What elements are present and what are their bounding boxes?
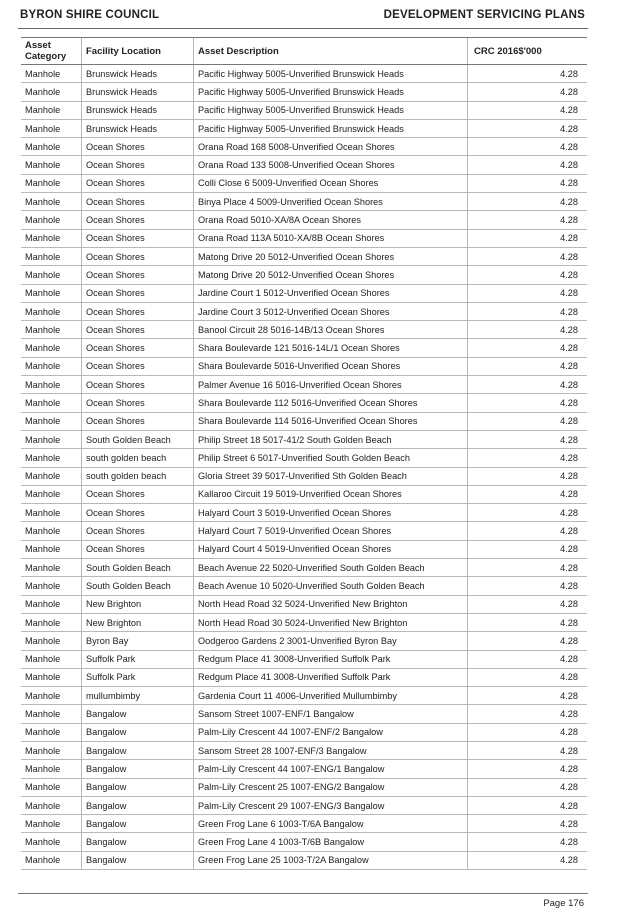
cell-crc: 4.28 [468, 321, 588, 339]
column-header-crc: CRC 2016$'000 [468, 38, 588, 65]
cell-asset-category: Manhole [21, 833, 82, 851]
cell-asset-description: Beach Avenue 22 5020-Unverified South Golden Beach [194, 559, 468, 577]
cell-facility-location: New Brighton [82, 595, 194, 613]
cell-asset-description: Gardenia Court 11 4006-Unverified Mullumbimby [194, 687, 468, 705]
table-row [21, 229, 587, 247]
cell-facility-location: Ocean Shores [82, 174, 194, 192]
table-row [21, 613, 587, 631]
cell-facility-location: Bangalow [82, 778, 194, 796]
cell-asset-category: Manhole [21, 412, 82, 430]
cell-crc: 4.28 [468, 559, 588, 577]
cell-asset-category: Manhole [21, 760, 82, 778]
cell-facility-location: Ocean Shores [82, 339, 194, 357]
table-row [21, 119, 587, 137]
table-row [21, 394, 587, 412]
cell-asset-description: Halyard Court 7 5019-Unverified Ocean Shores [194, 522, 468, 540]
cell-asset-description: Shara Boulevarde 114 5016-Unverified Ocean Shores [194, 412, 468, 430]
cell-crc: 4.28 [468, 540, 588, 558]
cell-crc: 4.28 [468, 193, 588, 211]
cell-asset-description: Green Frog Lane 25 1003-T/2A Bangalow [194, 851, 468, 869]
cell-facility-location: Bangalow [82, 833, 194, 851]
cell-asset-category: Manhole [21, 687, 82, 705]
cell-facility-location: Ocean Shores [82, 138, 194, 156]
cell-crc: 4.28 [468, 302, 588, 320]
cell-crc: 4.28 [468, 650, 588, 668]
cell-asset-category: Manhole [21, 138, 82, 156]
header-row [21, 38, 587, 65]
header-divider [18, 28, 588, 29]
cell-asset-description: Banool Circuit 28 5016-14B/13 Ocean Shores [194, 321, 468, 339]
cell-crc: 4.28 [468, 357, 588, 375]
cell-facility-location: Ocean Shores [82, 156, 194, 174]
cell-facility-location: Ocean Shores [82, 247, 194, 265]
cell-facility-location: Ocean Shores [82, 229, 194, 247]
cell-crc: 4.28 [468, 595, 588, 613]
cell-facility-location: Brunswick Heads [82, 65, 194, 83]
cell-crc: 4.28 [468, 376, 588, 394]
column-header-facility-location: Facility Location [82, 38, 194, 65]
cell-asset-category: Manhole [21, 485, 82, 503]
cell-crc: 4.28 [468, 815, 588, 833]
column-header-asset-category: Asset Category [21, 38, 82, 65]
cell-asset-category: Manhole [21, 467, 82, 485]
cell-asset-description: Shara Boulevarde 112 5016-Unverified Ocean Shores [194, 394, 468, 412]
cell-facility-location: Ocean Shores [82, 540, 194, 558]
table-row [21, 485, 587, 503]
cell-crc: 4.28 [468, 778, 588, 796]
cell-facility-location: Bangalow [82, 705, 194, 723]
cell-crc: 4.28 [468, 284, 588, 302]
cell-facility-location: South Golden Beach [82, 577, 194, 595]
cell-crc: 4.28 [468, 119, 588, 137]
cell-facility-location: Ocean Shores [82, 302, 194, 320]
cell-crc: 4.28 [468, 65, 588, 83]
cell-crc: 4.28 [468, 485, 588, 503]
cell-asset-description: Orana Road 168 5008-Unverified Ocean Shores [194, 138, 468, 156]
cell-asset-category: Manhole [21, 796, 82, 814]
cell-asset-description: Pacific Highway 5005-Unverified Brunswick Heads [194, 119, 468, 137]
cell-asset-category: Manhole [21, 339, 82, 357]
cell-asset-description: Colli Close 6 5009-Unverified Ocean Shores [194, 174, 468, 192]
cell-crc: 4.28 [468, 687, 588, 705]
table-row [21, 284, 587, 302]
cell-asset-category: Manhole [21, 723, 82, 741]
table-row [21, 741, 587, 759]
cell-asset-category: Manhole [21, 174, 82, 192]
cell-asset-description: Redgum Place 41 3008-Unverified Suffolk Park [194, 650, 468, 668]
cell-asset-category: Manhole [21, 193, 82, 211]
cell-crc: 4.28 [468, 211, 588, 229]
cell-asset-description: Philip Street 6 5017-Unverified South Golden Beach [194, 449, 468, 467]
cell-crc: 4.28 [468, 83, 588, 101]
council-name: BYRON SHIRE COUNCIL [20, 9, 160, 21]
table-row [21, 449, 587, 467]
document-title: DEVELOPMENT SERVICING PLANS [383, 9, 585, 21]
cell-facility-location: Ocean Shores [82, 357, 194, 375]
cell-asset-description: Shara Boulevarde 5016-Unverified Ocean Shores [194, 357, 468, 375]
cell-crc: 4.28 [468, 504, 588, 522]
cell-asset-description: Palm-Lily Crescent 29 1007-ENG/3 Bangalow [194, 796, 468, 814]
cell-asset-description: Matong Drive 20 5012-Unverified Ocean Shores [194, 247, 468, 265]
cell-crc: 4.28 [468, 266, 588, 284]
cell-asset-category: Manhole [21, 266, 82, 284]
cell-asset-description: Palm-Lily Crescent 44 1007-ENG/1 Bangalow [194, 760, 468, 778]
cell-asset-description: Binya Place 4 5009-Unverified Ocean Shores [194, 193, 468, 211]
cell-crc: 4.28 [468, 412, 588, 430]
cell-facility-location: Ocean Shores [82, 376, 194, 394]
cell-crc: 4.28 [468, 796, 588, 814]
cell-asset-description: Shara Boulevarde 121 5016-14L/1 Ocean Shores [194, 339, 468, 357]
cell-asset-description: Jardine Court 1 5012-Unverified Ocean Shores [194, 284, 468, 302]
cell-facility-location: Ocean Shores [82, 284, 194, 302]
cell-asset-category: Manhole [21, 559, 82, 577]
cell-asset-description: Palmer Avenue 16 5016-Unverified Ocean Shores [194, 376, 468, 394]
cell-asset-description: Oodgeroo Gardens 2 3001-Unverified Byron Bay [194, 632, 468, 650]
table-row [21, 211, 587, 229]
table-row [21, 559, 587, 577]
cell-asset-description: Green Frog Lane 6 1003-T/6A Bangalow [194, 815, 468, 833]
cell-crc: 4.28 [468, 851, 588, 869]
cell-asset-description: Pacific Highway 5005-Unverified Brunswick Heads [194, 65, 468, 83]
cell-asset-category: Manhole [21, 357, 82, 375]
table-row [21, 668, 587, 686]
cell-crc: 4.28 [468, 632, 588, 650]
cell-facility-location: Suffolk Park [82, 650, 194, 668]
cell-asset-description: Halyard Court 4 5019-Unverified Ocean Shores [194, 540, 468, 558]
cell-facility-location: South Golden Beach [82, 430, 194, 448]
cell-asset-category: Manhole [21, 741, 82, 759]
cell-asset-category: Manhole [21, 376, 82, 394]
cell-asset-category: Manhole [21, 632, 82, 650]
cell-asset-description: Orana Road 113A 5010-XA/8B Ocean Shores [194, 229, 468, 247]
cell-facility-location: Byron Bay [82, 632, 194, 650]
table-row [21, 467, 587, 485]
table-row [21, 302, 587, 320]
table-row [21, 632, 587, 650]
cell-asset-category: Manhole [21, 577, 82, 595]
table-row [21, 833, 587, 851]
cell-asset-category: Manhole [21, 247, 82, 265]
cell-facility-location: South Golden Beach [82, 559, 194, 577]
cell-asset-description: Halyard Court 3 5019-Unverified Ocean Shores [194, 504, 468, 522]
cell-asset-category: Manhole [21, 815, 82, 833]
cell-crc: 4.28 [468, 577, 588, 595]
cell-facility-location: Bangalow [82, 760, 194, 778]
cell-facility-location: Ocean Shores [82, 504, 194, 522]
cell-facility-location: Ocean Shores [82, 266, 194, 284]
cell-asset-category: Manhole [21, 101, 82, 119]
cell-crc: 4.28 [468, 613, 588, 631]
cell-facility-location: south golden beach [82, 449, 194, 467]
cell-asset-description: Matong Drive 20 5012-Unverified Ocean Shores [194, 266, 468, 284]
cell-crc: 4.28 [468, 449, 588, 467]
cell-facility-location: Ocean Shores [82, 193, 194, 211]
cell-crc: 4.28 [468, 741, 588, 759]
cell-facility-location: Ocean Shores [82, 522, 194, 540]
cell-facility-location: south golden beach [82, 467, 194, 485]
table-row [21, 321, 587, 339]
table-row [21, 687, 587, 705]
cell-asset-category: Manhole [21, 65, 82, 83]
cell-asset-description: Palm-Lily Crescent 44 1007-ENF/2 Bangalow [194, 723, 468, 741]
cell-asset-category: Manhole [21, 851, 82, 869]
cell-facility-location: Ocean Shores [82, 412, 194, 430]
table-row [21, 851, 587, 869]
cell-asset-category: Manhole [21, 83, 82, 101]
table-body [21, 65, 587, 870]
cell-facility-location: Ocean Shores [82, 485, 194, 503]
table-row [21, 430, 587, 448]
cell-asset-description: Pacific Highway 5005-Unverified Brunswick Heads [194, 83, 468, 101]
cell-asset-category: Manhole [21, 430, 82, 448]
cell-crc: 4.28 [468, 467, 588, 485]
cell-facility-location: New Brighton [82, 613, 194, 631]
cell-facility-location: Bangalow [82, 723, 194, 741]
cell-facility-location: Brunswick Heads [82, 101, 194, 119]
table-row [21, 522, 587, 540]
footer-divider [18, 893, 588, 894]
cell-crc: 4.28 [468, 668, 588, 686]
table-row [21, 778, 587, 796]
table-row [21, 412, 587, 430]
cell-asset-description: Pacific Highway 5005-Unverified Brunswick Heads [194, 101, 468, 119]
cell-crc: 4.28 [468, 394, 588, 412]
table-row [21, 83, 587, 101]
cell-facility-location: Ocean Shores [82, 321, 194, 339]
cell-facility-location: mullumbimby [82, 687, 194, 705]
cell-facility-location: Ocean Shores [82, 394, 194, 412]
cell-asset-category: Manhole [21, 449, 82, 467]
table-row [21, 247, 587, 265]
cell-asset-category: Manhole [21, 321, 82, 339]
cell-asset-category: Manhole [21, 522, 82, 540]
cell-crc: 4.28 [468, 705, 588, 723]
cell-asset-category: Manhole [21, 668, 82, 686]
asset-table [21, 37, 587, 870]
cell-asset-description: Jardine Court 3 5012-Unverified Ocean Shores [194, 302, 468, 320]
column-header-asset-description: Asset Description [194, 38, 468, 65]
cell-asset-category: Manhole [21, 229, 82, 247]
cell-crc: 4.28 [468, 247, 588, 265]
cell-asset-description: Philip Street 18 5017-41/2 South Golden Beach [194, 430, 468, 448]
cell-facility-location: Bangalow [82, 815, 194, 833]
cell-crc: 4.28 [468, 138, 588, 156]
cell-asset-category: Manhole [21, 613, 82, 631]
table-row [21, 174, 587, 192]
table-row [21, 705, 587, 723]
cell-facility-location: Brunswick Heads [82, 83, 194, 101]
cell-asset-description: Orana Road 133 5008-Unverified Ocean Shores [194, 156, 468, 174]
cell-crc: 4.28 [468, 101, 588, 119]
table-row [21, 796, 587, 814]
table-row [21, 595, 587, 613]
cell-asset-description: Palm-Lily Crescent 25 1007-ENG/2 Bangalow [194, 778, 468, 796]
table-row [21, 339, 587, 357]
cell-crc: 4.28 [468, 522, 588, 540]
table-row [21, 101, 587, 119]
cell-facility-location: Ocean Shores [82, 211, 194, 229]
table-row [21, 376, 587, 394]
cell-asset-category: Manhole [21, 705, 82, 723]
table-row [21, 156, 587, 174]
cell-asset-category: Manhole [21, 540, 82, 558]
cell-asset-description: Gloria Street 39 5017-Unverified Sth Golden Beach [194, 467, 468, 485]
cell-facility-location: Brunswick Heads [82, 119, 194, 137]
cell-asset-description: North Head Road 32 5024-Unverified New Brighton [194, 595, 468, 613]
cell-crc: 4.28 [468, 430, 588, 448]
table-row [21, 723, 587, 741]
cell-crc: 4.28 [468, 156, 588, 174]
table-row [21, 266, 587, 284]
table-row [21, 65, 587, 83]
table-row [21, 650, 587, 668]
cell-facility-location: Bangalow [82, 741, 194, 759]
table-row [21, 504, 587, 522]
table-header [21, 38, 587, 65]
page-number: Page 176 [543, 898, 584, 909]
cell-asset-description: Beach Avenue 10 5020-Unverified South Golden Beach [194, 577, 468, 595]
table-row [21, 357, 587, 375]
table-row [21, 138, 587, 156]
cell-asset-category: Manhole [21, 394, 82, 412]
cell-asset-category: Manhole [21, 119, 82, 137]
cell-facility-location: Bangalow [82, 851, 194, 869]
table-row [21, 760, 587, 778]
cell-asset-description: Orana Road 5010-XA/8A Ocean Shores [194, 211, 468, 229]
cell-asset-category: Manhole [21, 156, 82, 174]
cell-asset-description: Green Frog Lane 4 1003-T/6B Bangalow [194, 833, 468, 851]
cell-crc: 4.28 [468, 339, 588, 357]
cell-asset-category: Manhole [21, 650, 82, 668]
cell-asset-description: Sansom Street 1007-ENF/1 Bangalow [194, 705, 468, 723]
cell-asset-description: Sansom Street 28 1007-ENF/3 Bangalow [194, 741, 468, 759]
cell-crc: 4.28 [468, 723, 588, 741]
table-row [21, 577, 587, 595]
cell-facility-location: Suffolk Park [82, 668, 194, 686]
cell-crc: 4.28 [468, 229, 588, 247]
cell-asset-category: Manhole [21, 778, 82, 796]
cell-crc: 4.28 [468, 833, 588, 851]
cell-facility-location: Bangalow [82, 796, 194, 814]
cell-asset-category: Manhole [21, 211, 82, 229]
cell-crc: 4.28 [468, 174, 588, 192]
cell-asset-category: Manhole [21, 284, 82, 302]
table-row [21, 815, 587, 833]
cell-asset-description: North Head Road 30 5024-Unverified New Brighton [194, 613, 468, 631]
table-row [21, 193, 587, 211]
cell-crc: 4.28 [468, 760, 588, 778]
cell-asset-category: Manhole [21, 504, 82, 522]
cell-asset-category: Manhole [21, 595, 82, 613]
cell-asset-category: Manhole [21, 302, 82, 320]
cell-asset-description: Redgum Place 41 3008-Unverified Suffolk Park [194, 668, 468, 686]
cell-asset-description: Kallaroo Circuit 19 5019-Unverified Ocean Shores [194, 485, 468, 503]
table-row [21, 540, 587, 558]
